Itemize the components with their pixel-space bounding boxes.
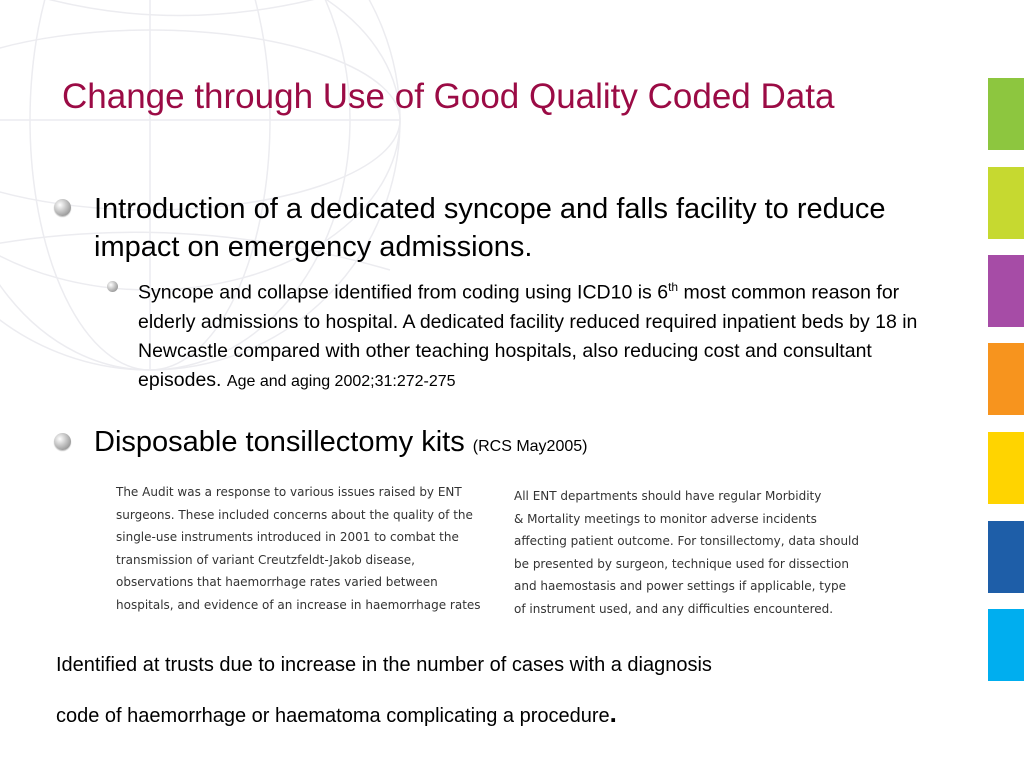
footer-text: code of haemorrhage or haematoma complicating a procedure (56, 705, 610, 727)
bullet-dot-icon (54, 199, 71, 216)
citation-age-aging: Age and aging 2002;31:272-275 (226, 372, 456, 390)
sub-bullet-text-cont: most common reason for elderly admissions to hospital. A dedicated facility reduced required inpatient beds by 18 in Newcastle compared with other teaching hospitals, also reducing cost and consultant episodes. (138, 281, 918, 391)
color-stripe-green (988, 78, 1024, 150)
bullet-tonsillectomy-kits (94, 423, 954, 466)
color-stripe-lime (988, 167, 1024, 239)
footer-line-1: Identified at trusts due to increase in the number of cases with a diagnosis (56, 654, 712, 676)
bullet-text: Introduction of a dedicated syncope and falls facility to reduce impact on emergency admissions. (94, 193, 886, 263)
superscript-th: th (668, 280, 679, 294)
footer-line-2 (56, 699, 956, 730)
color-stripe-cyan (988, 609, 1024, 681)
bullet-dot-icon (54, 433, 71, 450)
sub-bullet-syncope-coding (138, 273, 948, 396)
color-stripe-blue (988, 521, 1024, 593)
excerpt-line: of instrument used, and any difficulties encountered. (514, 601, 834, 616)
excerpt-line: and haemostasis and power settings if applicable, type (514, 579, 847, 593)
sub-bullet-text: Syncope and collapse identified from coding using ICD10 is 6 (138, 281, 669, 304)
excerpt-line: transmission of variant Creutzfeldt-Jakob disease, (116, 552, 415, 567)
audit-excerpt-left (116, 481, 481, 616)
bullet-syncope-facility (94, 190, 954, 266)
excerpt-line: All ENT departments should have regular Morbidity (514, 489, 822, 503)
color-stripe-purple (988, 255, 1024, 327)
color-stripe-orange (988, 343, 1024, 415)
excerpt-line: single-use instruments introduced in 2001 to combat the (116, 530, 459, 544)
excerpt-line: be presented by surgeon, technique used for dissection (514, 556, 849, 571)
excerpt-line: observations that haemorrhage rates varied between (116, 575, 438, 589)
footer-period: . (609, 698, 617, 728)
citation-rcs: (RCS May2005) (472, 438, 588, 455)
excerpt-line: The Audit was a response to various issues raised by ENT (116, 485, 462, 499)
bullet-text: Disposable tonsillectomy kits (94, 426, 465, 458)
color-stripe-yellow (988, 432, 1024, 504)
excerpt-line: surgeons. These included concerns about the quality of the (116, 507, 473, 522)
excerpt-line: hospitals, and evidence of an increase in haemorrhage rates (116, 597, 481, 612)
excerpt-line: affecting patient outcome. For tonsillectomy, data should (514, 534, 860, 548)
excerpt-line: & Mortality meetings to monitor adverse incidents (514, 511, 817, 526)
slide-title: Change through Use of Good Quality Coded Data (62, 77, 835, 116)
audit-excerpt-right (514, 485, 859, 620)
sub-bullet-dot-icon (107, 281, 118, 292)
